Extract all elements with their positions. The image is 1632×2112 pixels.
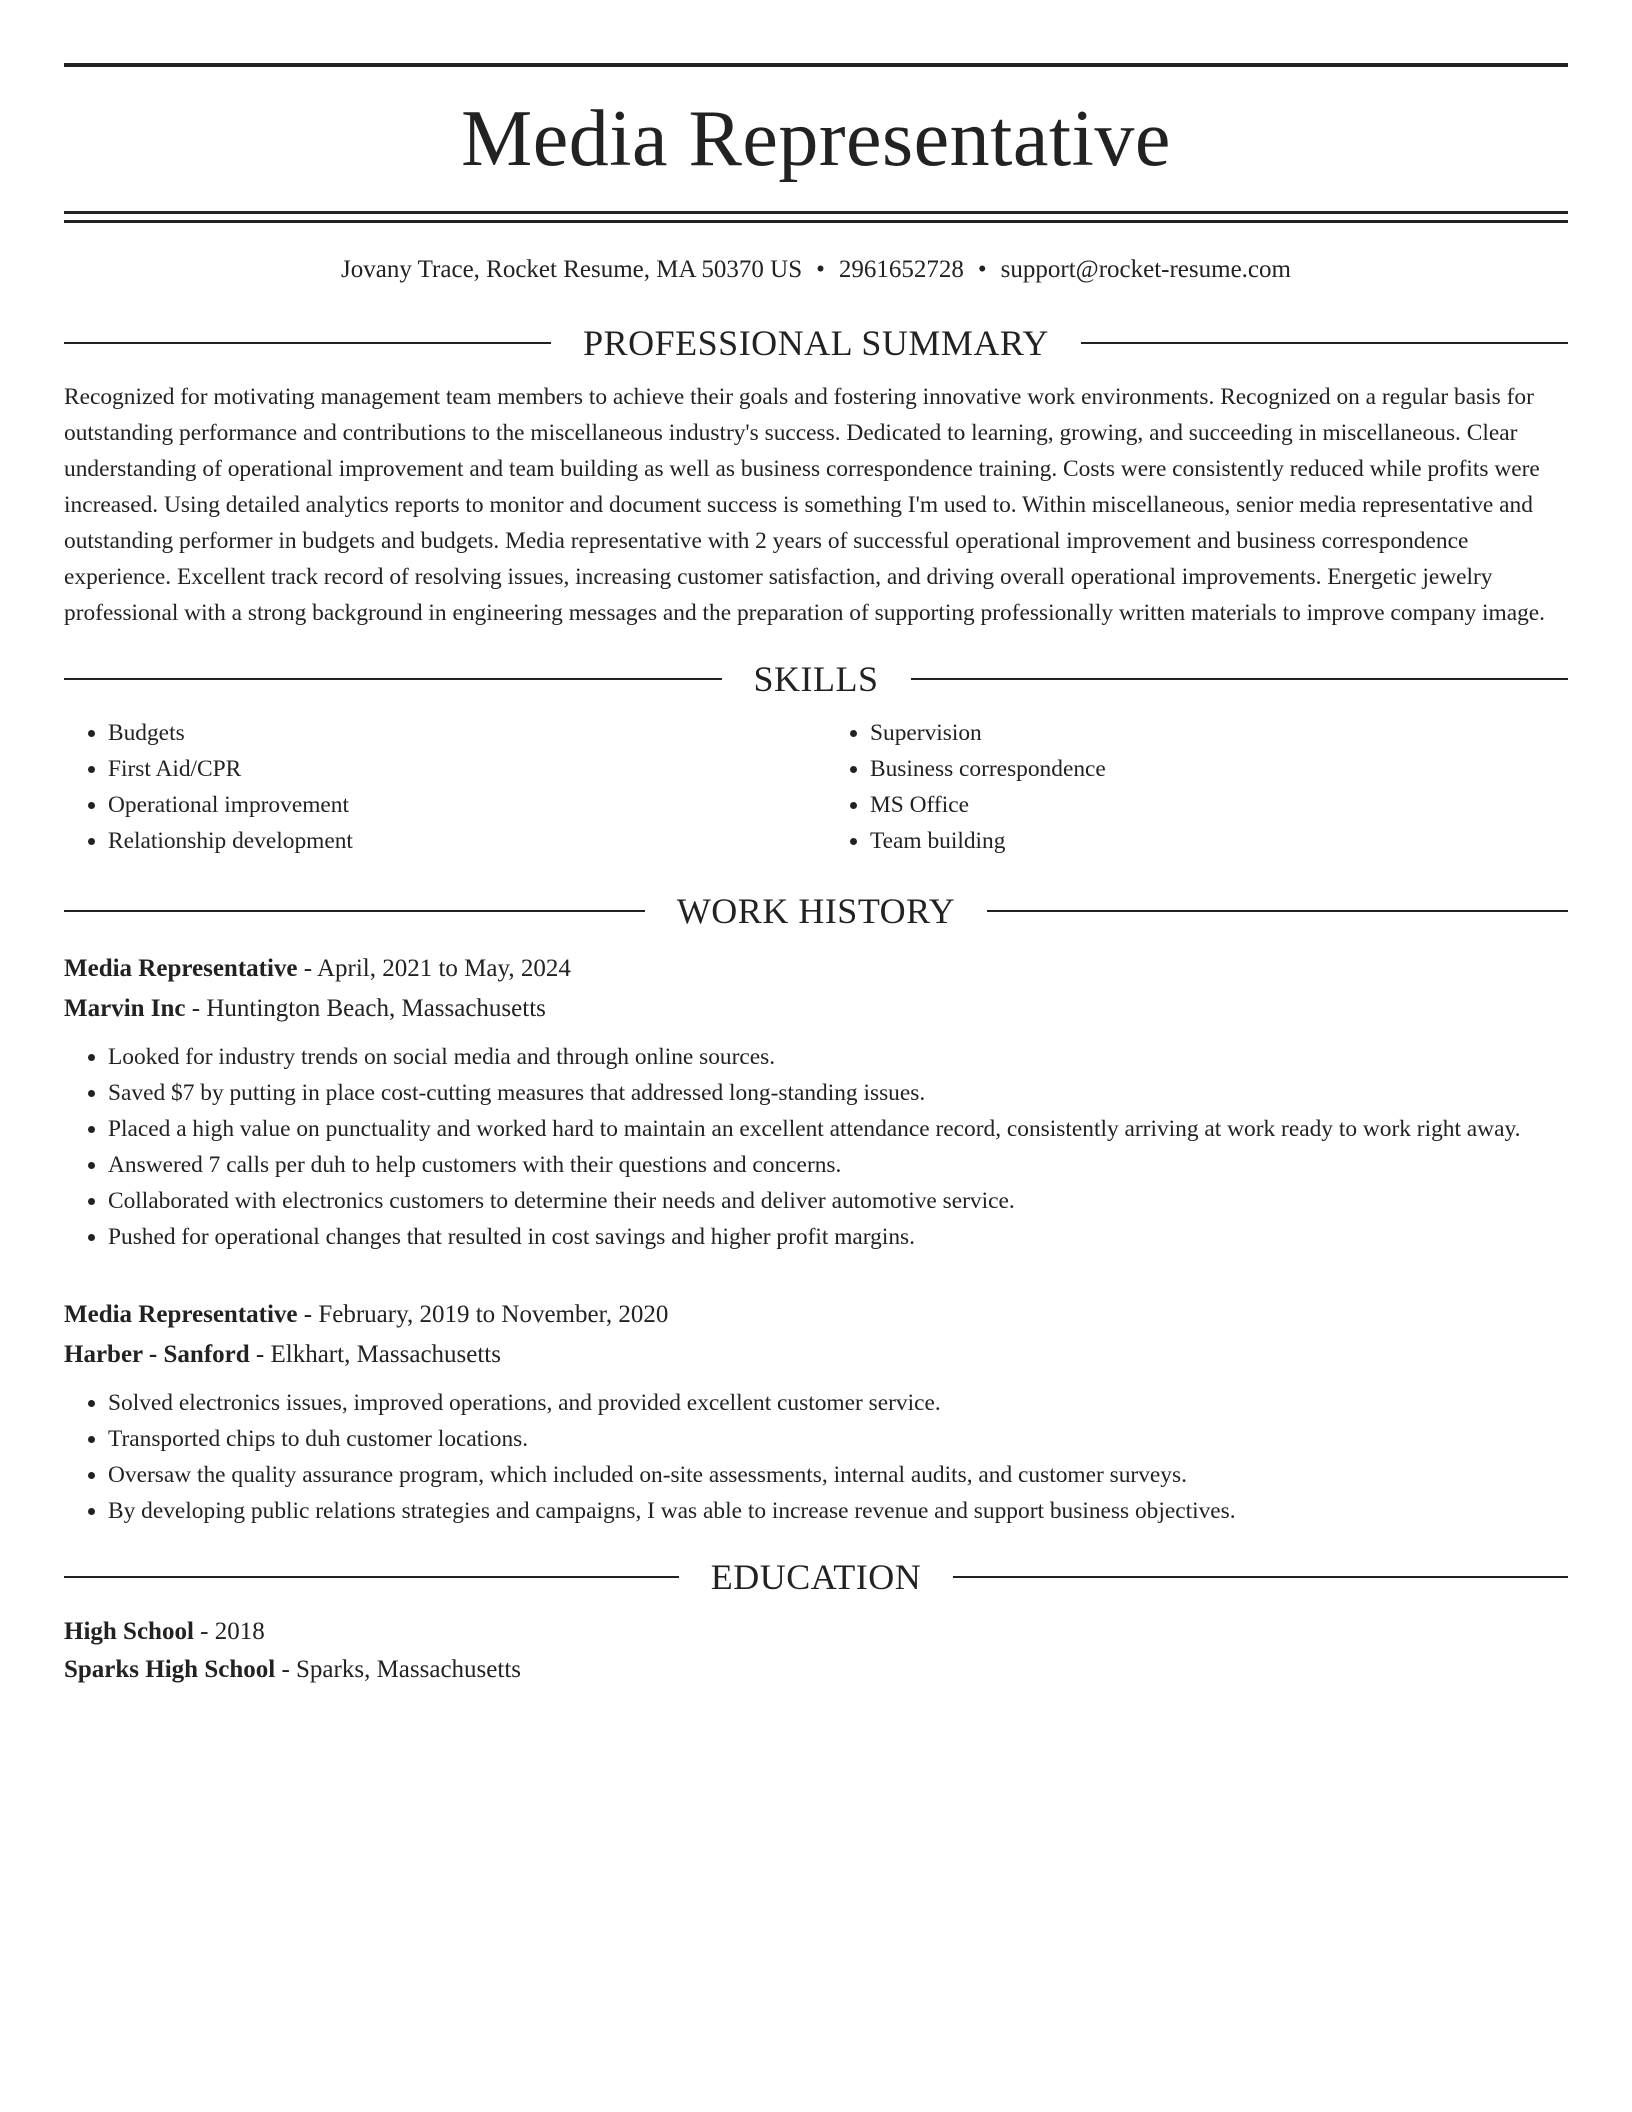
job-title-line [64, 949, 1568, 989]
job-title: Media Representative [64, 1301, 298, 1328]
education-entry [64, 1613, 1568, 1689]
education-heading: EDUCATION [710, 1557, 922, 1597]
title-rule-upper [64, 211, 1568, 214]
education-school-line [64, 1651, 1568, 1689]
job-bullet: • Collaborated with electronics customers to determine their needs and deliver automotive service. [108, 1183, 1568, 1219]
education-school: Sparks High School [64, 1656, 276, 1683]
section-rule [911, 678, 1569, 680]
job-bullet: • Transported chips to duh customer locations. [108, 1421, 1568, 1457]
education-year: - 2018 [193, 1618, 265, 1645]
section-rule [64, 678, 722, 680]
skill-item: • Budgets [108, 715, 806, 751]
job-bullet: • Placed a high value on punctuality and worked hard to maintain an excellent attendance record, consistently arriving at work ready to work right away. [108, 1111, 1568, 1147]
job-company-line [64, 1335, 1568, 1375]
section-rule [987, 910, 1568, 912]
job-company-line [64, 989, 1568, 1029]
education-degree-line [64, 1613, 1568, 1651]
skills-list-left [64, 715, 806, 859]
section-rule [64, 1576, 679, 1578]
contact-email: support@rocket-resume.com [1000, 256, 1291, 283]
skill-item: • Operational improvement [108, 787, 806, 823]
section-rule [64, 342, 551, 344]
job-bullet: • Answered 7 calls per duh to help customers with their questions and concerns. [108, 1147, 1568, 1183]
job-dates: - April, 2021 to May, 2024 [297, 955, 571, 982]
summary-heading: PROFESSIONAL SUMMARY [583, 323, 1049, 363]
job-title-line [64, 1295, 1568, 1335]
work-section-header [64, 893, 1568, 929]
education-location: - Sparks, Massachusetts [275, 1656, 521, 1683]
job-title: Media Representative [64, 955, 298, 982]
skills-heading: SKILLS [753, 659, 879, 699]
skill-item: • MS Office [870, 787, 1568, 823]
skill-item: • First Aid/CPR [108, 751, 806, 787]
job-bullet: • Oversaw the quality assurance program, which included on-site assessments, internal audits, and customer surveys. [108, 1457, 1568, 1493]
contact-address: Jovany Trace, Rocket Resume, MA 50370 US [341, 256, 803, 283]
job-bullet: • Pushed for operational changes that resulted in cost savings and higher profit margins. [108, 1219, 1568, 1255]
education-section-header [64, 1559, 1568, 1595]
job-dates: - February, 2019 to November, 2020 [297, 1301, 669, 1328]
skills-grid [64, 715, 1568, 859]
contact-separator: • [977, 256, 987, 283]
job-bullets [64, 1039, 1568, 1255]
section-rule [953, 1576, 1568, 1578]
section-rule [1081, 342, 1568, 344]
title-rule-lower [64, 220, 1568, 223]
section-rule [64, 910, 645, 912]
job-location: - Huntington Beach, Massachusetts [185, 995, 546, 1022]
job-bullet: • By developing public relations strategies and campaigns, I was able to increase revenue and support business objectives. [108, 1493, 1568, 1529]
job-company: Harber - Sanford [64, 1341, 250, 1368]
job-entry [64, 949, 1568, 1255]
job-bullets [64, 1385, 1568, 1529]
job-bullet: • Looked for industry trends on social media and through online sources. [108, 1039, 1568, 1075]
job-bullet: • Solved electronics issues, improved operations, and provided excellent customer service. [108, 1385, 1568, 1421]
job-entry [64, 1295, 1568, 1529]
resume-title: Media Representative [461, 95, 1171, 183]
skill-item: • Relationship development [108, 823, 806, 859]
skill-item: • Supervision [870, 715, 1568, 751]
contact-separator: • [816, 256, 825, 283]
job-location: - Elkhart, Massachusetts [249, 1341, 501, 1368]
job-bullet: • Saved $7 by putting in place cost-cutting measures that addressed long-standing issues. [108, 1075, 1568, 1111]
skill-item: • Team building [870, 823, 1568, 859]
skills-section-header [64, 661, 1568, 697]
job-company: Marvin Inc [64, 995, 186, 1022]
summary-section-header [64, 325, 1568, 361]
contact-phone: 2961652728 [838, 256, 964, 283]
skills-list-right [826, 715, 1568, 859]
summary-text: Recognized for motivating management team members to achieve their goals and fostering innovative work environments. Recognized on a regular basis for outstanding performance and contributions to the miscellaneous industry's success. Dedicated to learning, growing, and succeeding in miscellaneous. Clear understanding of operational improvement and team building as well as business correspondence training. Costs were consistently reduced while profits were increased. Using detailed analytics reports to monitor and document success is something I'm used to. Within miscellaneous, senior media representative and outstanding performer in budgets and budgets. Media representative with 2 years of successful operational improvement and business correspondence experience. Excellent track record of resolving issues, increasing customer satisfaction, and driving overall operational improvements. Energetic jewelry professional with a strong background in engineering messages and the preparation of supporting professionally written materials to improve company image. [64, 384, 1546, 626]
work-heading: WORK HISTORY [676, 891, 956, 931]
skill-item: • Business correspondence [870, 751, 1568, 787]
contact-line [64, 255, 1568, 285]
education-degree: High School [64, 1618, 194, 1645]
resume-page [64, 0, 1568, 1689]
